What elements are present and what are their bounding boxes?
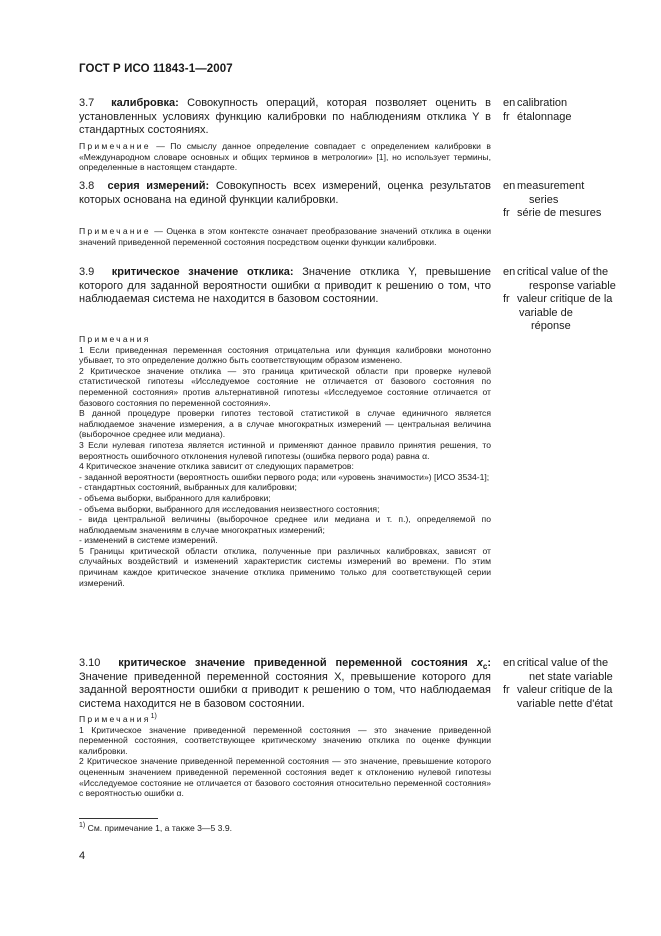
term-definition: Значение приведенной переменной состояния X, превышение которого для заданной вероятности ошибки α приводит к решению о том, что наблюдаемая система находится не в базовом состоянии. [79,670,491,710]
term-3-10: 3.10 критическое значение приведенной переменной состояния $x_c$: Значение приведенной переменной состояния X, превышение которого для заданной вероятности ошибки α приводит к решению о том, что наблюдаемая система находится не в базовом состоянии. [79,657,491,710]
fr-term: série de mesures [517,207,602,219]
fr-term: valeur critique de la variable de réponse [517,293,613,332]
translations-3-9 [503,266,623,334]
note-item: 1 Если приведенная переменная состояния отрицательна или функция калибровки монотонно убывает, то это определение должно быть соответствующим образом изменено. [79,344,491,366]
translations-3-10 [503,657,623,711]
lang-fr: fr [503,207,510,219]
page-header: ГОСТ Р ИСО 11843-1—2007 [79,63,233,75]
note-item: В данной процедуре проверки гипотез тестовой статистикой в случае единичного является наблюдаемое значение измерения, а в случае многократных измерений — центральная величина (выборочное среднее или медиана). [79,408,491,440]
footnote-mark: 1) [79,822,86,830]
lang-en: en [503,97,516,109]
note-item: 2 Критическое значение приведенной переменной состояния — это значение, превышение которого оцененным значением приведенной переменной состояния ведет к отклонению нулевой гипотезы «Исследуемое состояние не отличается от базового состояния относительно переменной состояния» с вероятностью ошибки α. [79,756,491,799]
note-item: - вида центральной величины (выборочное среднее или медиана и т. п.), определяемой по наблюдаемым значениям в случае многократных измерений; [79,514,491,535]
translations-3-8 [503,180,623,221]
translations-3-7 [503,97,623,124]
note-item: 4 Критическое значение отклика зависит от следующих параметров: [79,461,354,472]
term-name: критическое значение отклика: [111,266,294,278]
term-definition: Совокупность всех измерений, оценка результатов которых основана на единой функции калибровки. [79,180,491,206]
en-term: calibration [517,97,568,109]
note-item: 2 Критическое значение отклика — это граница критической области при проверке нулевой статистической гипотезы «Исследуемое состояние не отличается от базового состояния по переменной состояния» против альтернативной гипотезы «Исследуемое состояние отличается от базового состояния по переменной состояния». [79,365,491,408]
lang-en: en [503,180,516,192]
note-item: - объема выборки, выбранного для исследования неизвестного состояния; [79,503,380,514]
term-definition: Совокупность операций, которая позволяет оценить в установленных условиях функцию калибровки по наблюдениям отклика Y в стандартных состояниях. [79,97,491,136]
en-term: critical value of the net state variable [517,657,613,683]
fr-term: valeur critique de la variable nette d'état [517,684,613,710]
notes-3-10 [79,714,491,799]
footnote-ref: 1) [150,713,157,721]
note-item: 5 Границы критической области отклика, полученные при различных калибровках, зависят от случайных воздействий и изменений характеристик системы измерений во времени. По этим причинам каждое критическое значение отклика применимо только для соответствующей серии измерений. [79,545,491,588]
note-item: - изменений в системе измерений. [79,535,218,546]
note-item: - заданной вероятности (вероятность ошибки первого рода; или «уровень значимости») [ИСО 3534-1]; [79,471,490,482]
term-name: серия измерений: [107,180,210,192]
term-number: 3.10 [79,657,101,669]
lang-en: en [503,657,516,669]
page-number: 4 [79,850,86,862]
notes-label: Примечания [79,714,151,724]
term-name: калибровка: [111,97,179,109]
note-item: 1 Критическое значение приведенной переменной состояния — это значение приведенной переменной состояния, соответствующее критическому значению отклика по оценке функции калибровки. [79,724,491,756]
note-3-7 [79,141,491,173]
en-term: measurement series [517,180,585,206]
notes-label: Примечания [79,334,151,344]
note-text: — По смыслу данное определение совпадает с определением калибровки в «Международном словаре основных и общих терминов в метрологии» [1], но использует термины, определенные в настоящем стандарте. [79,141,491,173]
note-item: 3 Если нулевая гипотеза является истинной и применяют данное правило принятия решения, то вероятность ошибочного отклонения нулевой гипотезы (ошибка первого рода) равна α. [79,439,491,461]
term-number: 3.7 [79,97,95,109]
term-3-9 [79,266,491,307]
term-3-8 [79,180,491,207]
term-name: критическое значение приведенной переменной состояния [118,657,468,669]
notes-3-9 [79,334,491,588]
note-3-8 [79,226,491,247]
term-number: 3.9 [79,266,95,278]
lang-en: en [503,266,516,278]
note-item: - объема выборки, выбранного для калибровки; [79,492,271,503]
note-label: Примечание [79,226,151,236]
note-item: - стандартных состояний, выбранных для калибровки; [79,482,297,493]
fr-term: étalonnage [517,110,572,123]
term-number: 3.8 [79,180,95,192]
term-symbol: x [476,657,483,669]
footnote [79,823,232,833]
term-definition: Значение отклика Y, превышение которого для заданной вероятности ошибки α приводит к решению о том, что наблюдаемая система не находится в базовом состоянии. [79,266,491,305]
term-3-7 [79,97,491,138]
en-term: critical value of the response variable [517,266,616,292]
term-symbol-sub: c [482,662,488,672]
note-text: — Оценка в этом контексте означает преобразование значений отклика в оценки значений приведенной переменной состояния посредством оценки функции калибровки. [79,226,492,247]
lang-fr: fr [503,110,510,123]
note-label: Примечание [79,141,151,151]
lang-fr: fr [503,293,510,305]
footnote-divider [79,818,158,819]
lang-fr: fr [503,684,510,696]
footnote-text: См. примечание 1, а также 3—5 3.9. [87,823,233,833]
